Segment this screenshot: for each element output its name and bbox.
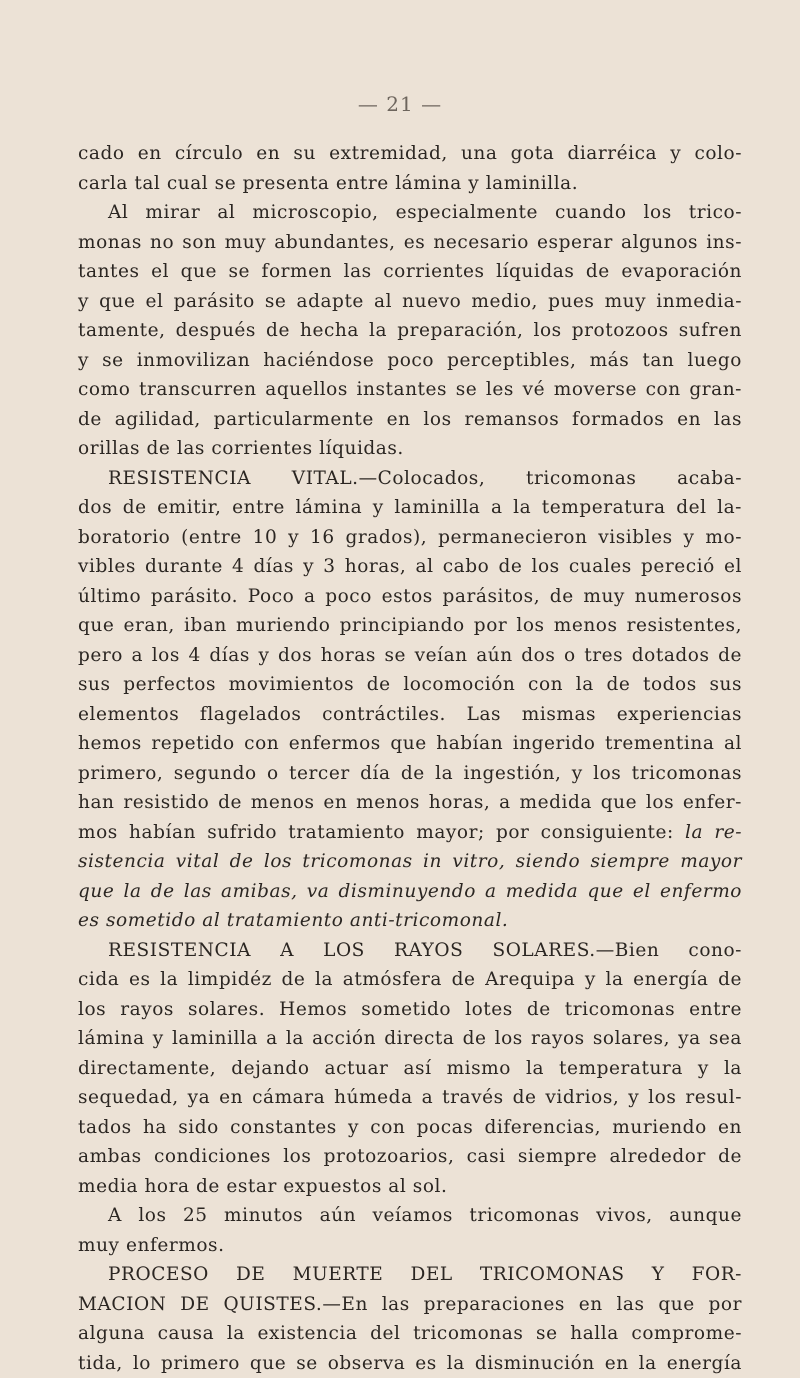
- text-line: [78, 198, 742, 228]
- line-text: sus perfectos movimientos de locomoción con la de todos sus: [78, 674, 742, 695]
- text-line: [78, 1290, 742, 1320]
- text-line: [78, 1201, 742, 1231]
- text-line: [78, 788, 742, 818]
- line-text: sequedad, ya en cámara húmeda a través de vidrios, y los resul-: [78, 1087, 742, 1108]
- text-line: [78, 729, 742, 759]
- line-text: dos de emitir, entre lámina y laminilla a la temperatura del la-: [78, 497, 742, 518]
- text-line: [78, 936, 742, 966]
- text-line: [78, 375, 742, 405]
- text-line: [78, 493, 742, 523]
- text-line: [78, 464, 742, 494]
- text-line: [78, 611, 742, 641]
- line-text: RESISTENCIA VITAL.—Colocados, tricomonas acaba-: [108, 468, 742, 489]
- line-text: mos habían sufrido tratamiento mayor; por consiguiente:: [78, 822, 674, 843]
- line-text: último parásito. Poco a poco estos parásitos, de muy numerosos: [78, 586, 742, 607]
- text-line: [78, 906, 742, 936]
- text-line: [78, 995, 742, 1025]
- line-text: orillas de las corrientes líquidas.: [78, 438, 404, 459]
- line-text: cado en círculo en su extremidad, una gota diarréica y colo-: [78, 143, 742, 164]
- text-line: [78, 434, 742, 464]
- line-italic-text: la re-: [685, 822, 742, 843]
- text-line: [78, 818, 742, 848]
- text-line: [78, 700, 742, 730]
- line-text: directamente, dejando actuar así mismo la temperatura y la: [78, 1058, 742, 1079]
- text-line: [78, 523, 742, 553]
- line-text: tamente, después de hecha la preparación, los protozoos sufren: [78, 320, 742, 341]
- line-text: elementos flagelados contráctiles. Las mismas experiencias: [78, 704, 742, 725]
- line-text: de agilidad, particularmente en los remansos formados en las: [78, 409, 742, 430]
- line-italic-text: sistencia vital de los tricomonas in vitro, siendo siempre mayor: [78, 851, 742, 872]
- text-line: [78, 257, 742, 287]
- text-line: [78, 877, 742, 907]
- text-line: [78, 1113, 742, 1143]
- text-line: [78, 1319, 742, 1349]
- text-line: [78, 1349, 742, 1378]
- line-italic-text: es sometido al tratamiento anti-tricomonal.: [78, 910, 508, 931]
- text-line: [78, 670, 742, 700]
- body-text: [78, 139, 742, 1378]
- text-line: [78, 1083, 742, 1113]
- text-line: [78, 346, 742, 376]
- text-line: [78, 316, 742, 346]
- line-text: boratorio (entre 10 y 16 grados), permanecieron visibles y mo-: [78, 527, 742, 548]
- text-line: [78, 1142, 742, 1172]
- text-line: [78, 1024, 742, 1054]
- text-line: [78, 582, 742, 612]
- text-line: [78, 169, 742, 199]
- line-text: lámina y laminilla a la acción directa de los rayos solares, ya sea: [78, 1028, 742, 1049]
- line-text: y se inmovilizan haciéndose poco perceptibles, más tan luego: [78, 350, 742, 371]
- line-text: los rayos solares. Hemos sometido lotes de tricomonas entre: [78, 999, 742, 1020]
- line-italic-text: que la de las amibas, va disminuyendo a medida que el enfermo: [78, 881, 742, 902]
- line-text: cida es la limpidéz de la atmósfera de Arequipa y la energía de: [78, 969, 742, 990]
- text-line: [78, 847, 742, 877]
- line-text: tados ha sido constantes y con pocas diferencias, muriendo en: [78, 1117, 742, 1138]
- line-text: monas no son muy abundantes, es necesario esperar algunos ins-: [78, 232, 742, 253]
- line-text: primero, segundo o tercer día de la ingestión, y los tricomonas: [78, 763, 742, 784]
- line-text: y que el parásito se adapte al nuevo medio, pues muy inmedia-: [78, 291, 742, 312]
- text-line: [78, 759, 742, 789]
- text-line: [78, 405, 742, 435]
- line-text: media hora de estar expuestos al sol.: [78, 1176, 447, 1197]
- text-line: [78, 552, 742, 582]
- text-line: [78, 139, 742, 169]
- line-text: tida, lo primero que se observa es la disminución en la energía: [78, 1353, 742, 1374]
- line-text: PROCESO DE MUERTE DEL TRICOMONAS Y FOR-: [108, 1264, 742, 1285]
- text-line: [78, 228, 742, 258]
- text-line: [78, 1260, 742, 1290]
- line-text: pero a los 4 días y dos horas se veían aún dos o tres dotados de: [78, 645, 742, 666]
- text-line: [78, 1231, 742, 1261]
- line-text: carla tal cual se presenta entre lámina y laminilla.: [78, 173, 578, 194]
- line-text: ambas condiciones los protozoarios, casi siempre alrededor de: [78, 1146, 742, 1167]
- text-line: [78, 965, 742, 995]
- line-text: vibles durante 4 días y 3 horas, al cabo de los cuales pereció el: [78, 556, 742, 577]
- line-text: como transcurren aquellos instantes se les vé moverse con gran-: [78, 379, 742, 400]
- line-text: Al mirar al microscopio, especialmente cuando los trico-: [108, 202, 742, 223]
- line-text: A los 25 minutos aún veíamos tricomonas vivos, aunque: [108, 1205, 742, 1226]
- line-text: hemos repetido con enfermos que habían ingerido trementina al: [78, 733, 742, 754]
- line-text: RESISTENCIA A LOS RAYOS SOLARES.—Bien cono-: [108, 940, 742, 961]
- line-text: tantes el que se formen las corrientes líquidas de evaporación: [78, 261, 742, 282]
- line-text: que eran, iban muriendo principiando por los menos resistentes,: [78, 615, 742, 636]
- text-line: [78, 1172, 742, 1202]
- line-text: MACION DE QUISTES.—En las preparaciones en las que por: [78, 1294, 742, 1315]
- text-line: [78, 1054, 742, 1084]
- text-line: [78, 287, 742, 317]
- text-line: [78, 641, 742, 671]
- line-text: alguna causa la existencia del tricomonas se halla comprome-: [78, 1323, 742, 1344]
- line-text: muy enfermos.: [78, 1235, 225, 1256]
- page-number: — 21 —: [0, 92, 800, 116]
- line-text: han resistido de menos en menos horas, a medida que los enfer-: [78, 792, 742, 813]
